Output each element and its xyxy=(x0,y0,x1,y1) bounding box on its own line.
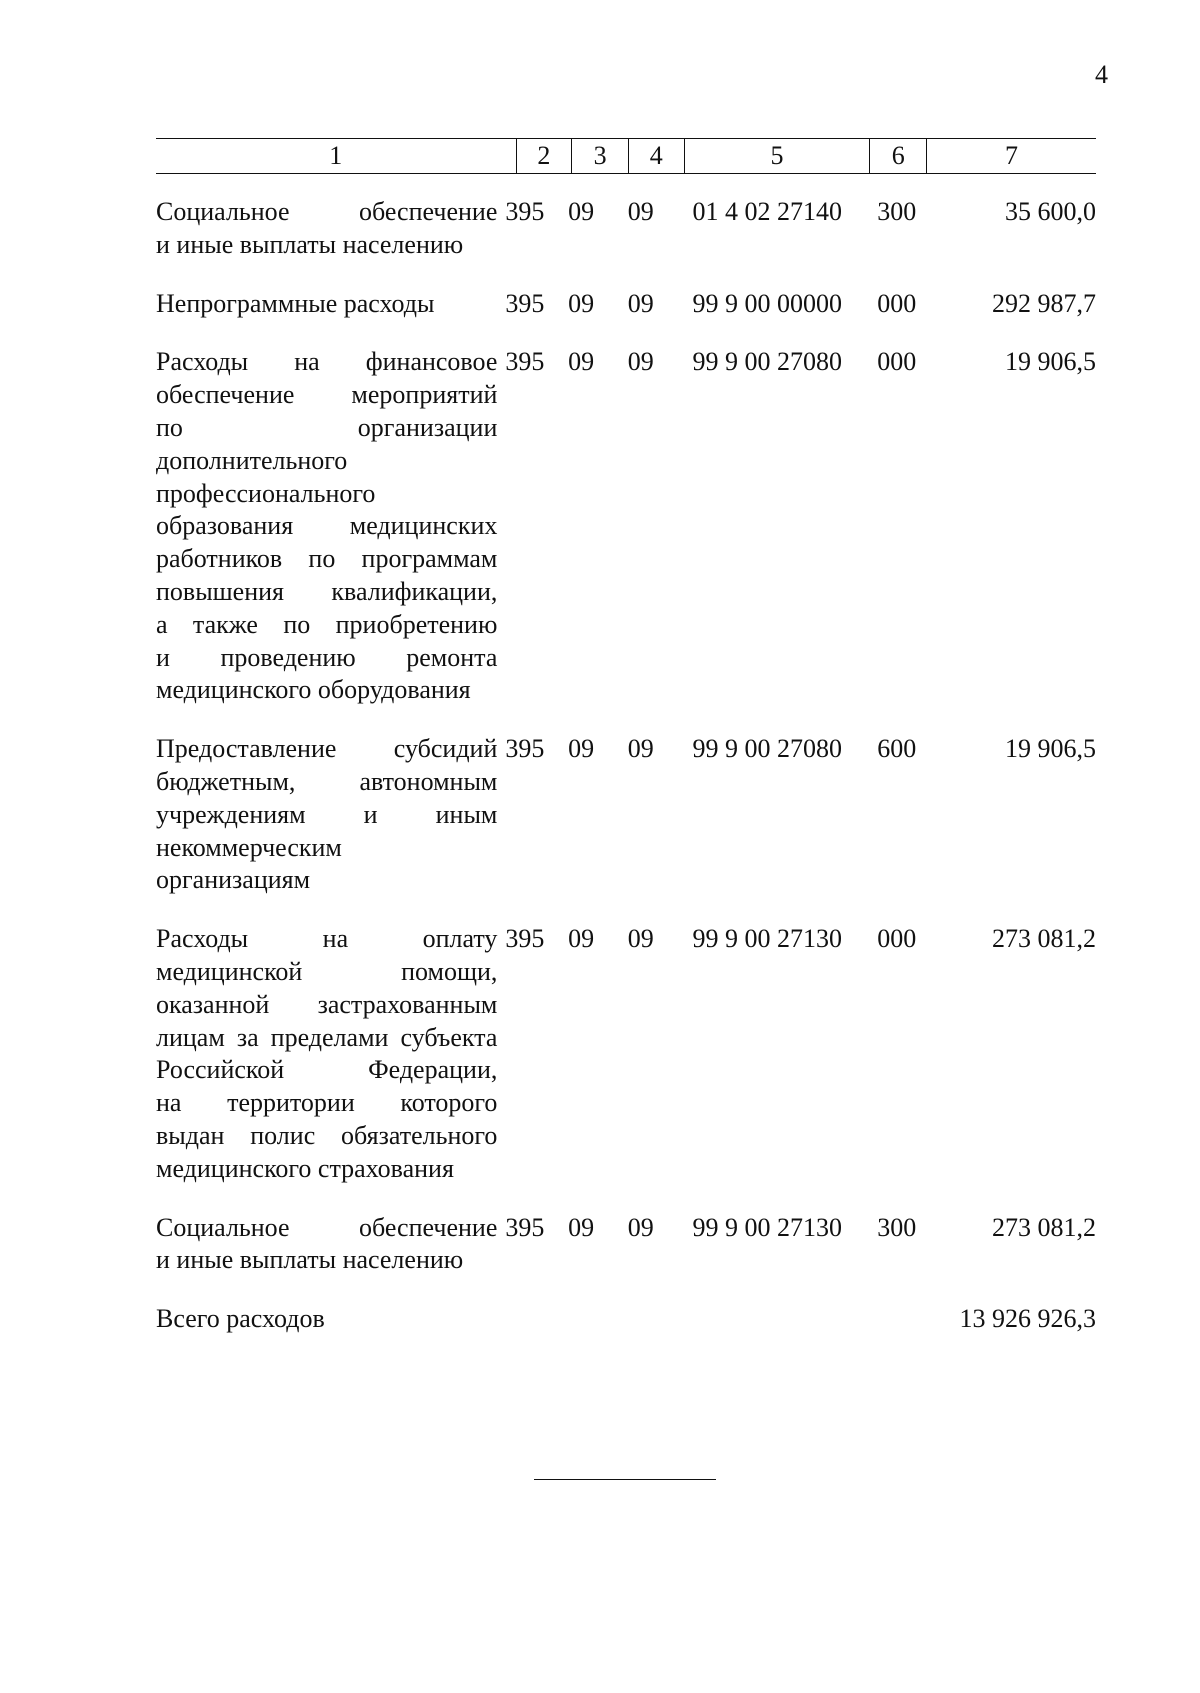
row-expense-type: 600 xyxy=(877,734,917,764)
row-expense-type: 000 xyxy=(877,288,917,318)
row-name-line: оказанной застрахованным xyxy=(156,989,498,1019)
row-podrazdel: 09 xyxy=(627,197,654,226)
row-expense-type: 300 xyxy=(877,197,917,226)
row-name-line: Социальное обеспечение xyxy=(156,1212,498,1242)
table-row xyxy=(156,923,1096,1211)
row-target-article: 99 9 00 27130 xyxy=(692,924,843,954)
row-name-line: обеспечение мероприятий xyxy=(156,380,498,410)
table-header xyxy=(156,138,1096,174)
row-razdel: 09 xyxy=(568,1212,595,1242)
row-name-line: лицам за пределами субъекта xyxy=(156,1022,498,1052)
row-name-line: образования медицинских xyxy=(156,511,498,541)
row-name-line: выдан полис обязательного xyxy=(156,1120,498,1150)
row-target-article: 99 9 00 00000 xyxy=(692,288,843,318)
row-razdel: 09 xyxy=(568,734,595,764)
row-sum: 292 987,7 xyxy=(992,288,1096,318)
header-col-3: 3 xyxy=(572,139,629,174)
row-grbs: 395 xyxy=(505,734,545,764)
total-empty-cell xyxy=(558,1303,620,1336)
row-grbs: 395 xyxy=(505,197,545,226)
table-row xyxy=(156,196,1096,288)
row-razdel: 09 xyxy=(568,288,595,318)
row-name-line: профессионального xyxy=(156,478,376,508)
row-podrazdel: 09 xyxy=(627,288,654,318)
row-grbs: 395 xyxy=(505,288,545,318)
row-name-line: медицинского страхования xyxy=(156,1153,454,1183)
row-name-line: Расходы на финансовое xyxy=(156,347,498,377)
header-col-2: 2 xyxy=(516,139,572,174)
row-grbs: 395 xyxy=(505,1212,545,1242)
expenses-table xyxy=(156,196,1096,1336)
row-grbs: 395 xyxy=(505,924,545,954)
row-name xyxy=(156,196,501,288)
row-name-line: Российской Федерации, xyxy=(156,1055,498,1085)
row-target-article: 01 4 02 27140 xyxy=(692,197,843,226)
row-name-line: и иные выплаты населению xyxy=(156,229,464,259)
row-name-line: работников по программам xyxy=(156,544,498,574)
row-name-line: и проведению ремонта xyxy=(156,642,498,672)
row-name-line: организациям xyxy=(156,865,311,895)
header-col-4: 4 xyxy=(628,139,684,174)
row-grbs: 395 xyxy=(505,347,545,377)
row-expense-type: 000 xyxy=(877,924,917,954)
table-row xyxy=(156,346,1096,733)
row-name-line: Расходы на оплату xyxy=(156,924,498,954)
row-target-article: 99 9 00 27130 xyxy=(692,1212,843,1242)
end-divider xyxy=(534,1479,716,1480)
row-podrazdel: 09 xyxy=(627,347,654,377)
row-name xyxy=(156,288,501,347)
total-row xyxy=(156,1303,1096,1336)
header-col-6: 6 xyxy=(870,139,927,174)
row-name-line: медицинского оборудования xyxy=(156,675,471,705)
row-sum: 273 081,2 xyxy=(992,924,1096,954)
row-razdel: 09 xyxy=(568,347,595,377)
row-podrazdel: 09 xyxy=(627,734,654,764)
row-target-article: 99 9 00 27080 xyxy=(692,347,843,377)
row-razdel: 09 xyxy=(568,924,595,954)
row-name-line: Социальное обеспечение xyxy=(156,197,498,226)
row-name-line: и иные выплаты населению xyxy=(156,1245,464,1275)
row-name-line: бюджетным, автономным xyxy=(156,766,498,796)
header-row xyxy=(156,139,1096,174)
row-name-line: некоммерческим xyxy=(156,832,342,862)
row-sum: 273 081,2 xyxy=(992,1212,1096,1242)
header-col-5: 5 xyxy=(684,139,870,174)
row-name xyxy=(156,1212,501,1304)
row-expense-type: 300 xyxy=(877,1212,917,1242)
header-col-7: 7 xyxy=(927,139,1096,174)
row-name-line: Непрограммные расходы xyxy=(156,288,435,318)
row-podrazdel: 09 xyxy=(627,1212,654,1242)
row-sum: 19 906,5 xyxy=(1005,347,1096,377)
row-sum: 19 906,5 xyxy=(1005,734,1096,764)
row-name-line: повышения квалификации, xyxy=(156,576,498,606)
row-name xyxy=(156,346,501,733)
row-target-article: 99 9 00 27080 xyxy=(692,734,843,764)
total-empty-cell xyxy=(501,1303,558,1336)
total-empty-cell xyxy=(873,1303,931,1336)
row-name-line: а также по приобретению xyxy=(156,609,498,639)
row-name-line: на территории которого xyxy=(156,1088,498,1118)
total-empty-cell xyxy=(620,1303,679,1336)
row-name xyxy=(156,733,501,923)
table-body xyxy=(156,196,1096,1336)
total-label: Всего расходов xyxy=(156,1304,325,1334)
table-row xyxy=(156,733,1096,923)
row-name-line: медицинской помощи, xyxy=(156,956,498,986)
row-podrazdel: 09 xyxy=(627,924,654,954)
row-sum: 35 600,0 xyxy=(1005,197,1096,226)
row-razdel: 09 xyxy=(568,197,595,226)
header-col-1: 1 xyxy=(156,139,516,174)
row-name-line: по организации xyxy=(156,412,498,442)
row-name-line: дополнительного xyxy=(156,445,348,475)
row-name xyxy=(156,923,501,1211)
row-name-line: учреждениям и иным xyxy=(156,799,498,829)
table-row xyxy=(156,288,1096,347)
row-name-line: Предоставление субсидий xyxy=(156,734,498,764)
total-empty-cell xyxy=(679,1303,874,1336)
table-row xyxy=(156,1212,1096,1304)
row-expense-type: 000 xyxy=(877,347,917,377)
total-sum: 13 926 926,3 xyxy=(959,1304,1096,1334)
page-number: 4 xyxy=(1095,60,1108,89)
